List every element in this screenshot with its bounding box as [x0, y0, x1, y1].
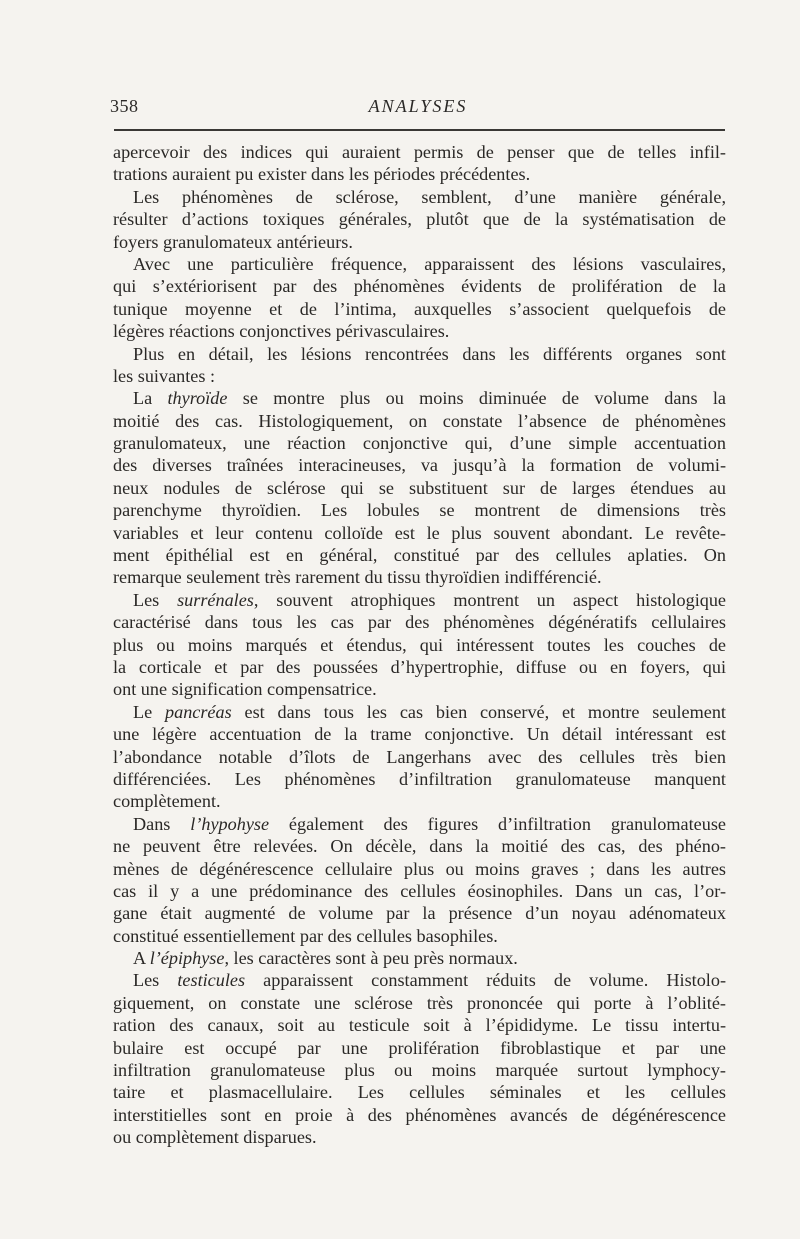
text-segment: gane était augmenté de volume par la présence d’un noyau adénomateux: [113, 903, 726, 924]
text-segment: ne peuvent être relevées. On décèle, dans la moitié des cas, des phéno-: [113, 836, 726, 857]
text-line: [113, 544, 726, 566]
text-line: [113, 432, 726, 454]
text-segment: constitué essentiellement par des cellules basophiles.: [113, 925, 498, 946]
text-line: [113, 522, 726, 544]
text-segment: Plus en détail, les lésions rencontrées dans les différents organes sont: [133, 343, 726, 364]
text-line: [113, 589, 726, 611]
text-segment: est dans tous les cas bien conservé, et montre seulement: [231, 701, 726, 722]
text-line: [113, 1104, 726, 1126]
header-rule: [114, 129, 725, 131]
text-line: [113, 992, 726, 1014]
text-line: [113, 1037, 726, 1059]
text-line: [113, 499, 726, 521]
text-segment: Les: [133, 970, 178, 991]
text-segment: ration des canaux, soit au testicule soit à l’épididyme. Le tissu intertu-: [113, 1015, 726, 1036]
text-line: [113, 163, 726, 185]
text-line: [113, 477, 726, 499]
text-segment: qui s’extériorisent par des phénomènes évidents de prolifération de la: [113, 276, 726, 297]
text-line: [113, 746, 726, 768]
text-segment: plus ou moins marqués et étendus, qui intéressent toutes les couches de: [113, 634, 726, 655]
text-line: [113, 454, 726, 476]
italic-term: thyroïde: [167, 388, 228, 409]
text-line: [113, 656, 726, 678]
page-number: 358: [110, 96, 139, 116]
text-line: [113, 858, 726, 880]
text-line: [113, 208, 726, 230]
text-segment: Dans: [133, 813, 191, 834]
text-line: [113, 1014, 726, 1036]
text-line: [113, 566, 726, 588]
text-segment: résulter d’actions toxiques générales, plutôt que de la systématisation de: [113, 209, 726, 230]
text-line: [113, 790, 726, 812]
text-segment: Le: [133, 701, 165, 722]
text-line: [113, 880, 726, 902]
text-segment: La: [133, 388, 168, 409]
text-line: [113, 678, 726, 700]
text-segment: Les: [133, 589, 178, 610]
text-segment: , souvent atrophiques montrent un aspect histologique: [253, 589, 727, 610]
text-segment: caractérisé dans tous les cas par des phénomènes dégénératifs cellulaires: [113, 612, 726, 633]
text-segment: , les caractères sont à peu près normaux.: [224, 948, 518, 969]
text-segment: giquement, on constate une sclérose très prononcée qui porte à l’oblité-: [113, 992, 726, 1013]
text-line: [113, 1126, 726, 1148]
text-line: [113, 141, 726, 163]
text-segment: ment épithélial est en général, constitué par des cellules aplaties. On: [113, 545, 726, 566]
text-segment: remarque seulement très rarement du tissu thyroïdien indifférencié.: [113, 567, 602, 588]
text-segment: différenciées. Les phénomènes d’infiltration granulomateuse manquent: [113, 768, 726, 789]
text-line: [113, 275, 726, 297]
text-segment: apercevoir des indices qui auraient permis de penser que de telles infil-: [113, 142, 726, 162]
text-line: [113, 634, 726, 656]
body-text: [113, 141, 726, 1149]
text-line: [113, 1081, 726, 1103]
running-title: ANALYSES: [368, 96, 468, 116]
text-line: [113, 902, 726, 924]
text-segment: A: [133, 948, 150, 969]
italic-term: l’épiphyse: [149, 948, 225, 969]
italic-term: l’hypohyse: [190, 813, 270, 834]
text-line: [113, 947, 726, 969]
running-head: [110, 96, 726, 122]
text-line: [113, 320, 726, 342]
text-segment: infiltration granulomateuse plus ou moins marquée surtout lymphocy-: [113, 1060, 726, 1081]
text-segment: la corticale et par des poussées d’hypertrophie, diffuse ou en foyers, qui: [113, 656, 726, 677]
text-line: [113, 298, 726, 320]
text-segment: ou complètement disparues.: [113, 1127, 317, 1148]
text-segment: Avec une particulière fréquence, apparaissent des lésions vasculaires,: [133, 253, 726, 274]
text-segment: mènes de dégénérescence cellulaire plus ou moins graves ; dans les autres: [113, 858, 726, 879]
text-line: [113, 253, 726, 275]
text-line: [113, 410, 726, 432]
text-segment: cas il y a une prédominance des cellules éosinophiles. Dans un cas, l’or-: [113, 880, 726, 901]
text-line: [113, 365, 726, 387]
italic-term: surrénales: [177, 589, 254, 610]
text-line: [113, 1059, 726, 1081]
text-segment: taire et plasmacellulaire. Les cellules séminales et les cellules: [113, 1082, 726, 1103]
text-segment: complètement.: [113, 791, 221, 812]
text-segment: variables et leur contenu colloïde est le plus souvent abondant. Le revête-: [113, 522, 726, 543]
text-line: [113, 611, 726, 633]
text-segment: légères réactions conjonctives périvasculaires.: [113, 321, 450, 342]
text-line: [113, 343, 726, 365]
text-segment: les suivantes :: [113, 365, 216, 386]
text-segment: l’abondance notable d’îlots de Langerhans avec des cellules très bien: [113, 746, 726, 767]
text-line: [113, 925, 726, 947]
text-line: [113, 723, 726, 745]
text-line: [113, 768, 726, 790]
text-line: [113, 969, 726, 991]
text-segment: trations auraient pu exister dans les périodes précédentes.: [113, 164, 531, 185]
text-segment: Les phénomènes de sclérose, semblent, d’une manière générale,: [133, 186, 726, 207]
text-segment: également des figures d’infiltration granulomateuse: [269, 813, 726, 834]
text-segment: foyers granulomateux antérieurs.: [113, 231, 353, 252]
text-line: [113, 231, 726, 253]
text-segment: bulaire est occupé par une prolifération fibroblastique et par une: [113, 1037, 726, 1058]
text-line: [113, 387, 726, 409]
text-segment: se montre plus ou moins diminuée de volume dans la: [227, 388, 726, 409]
text-segment: une légère accentuation de la trame conjonctive. Un détail intéressant est: [113, 724, 726, 745]
text-segment: parenchyme thyroïdien. Les lobules se montrent de dimensions très: [113, 500, 726, 521]
italic-term: testicules: [177, 970, 246, 991]
text-segment: tunique moyenne et de l’intima, auxquelles s’associent quelquefois de: [113, 298, 726, 319]
text-segment: granulomateux, une réaction conjonctive qui, d’une simple accentuation: [113, 433, 726, 454]
text-segment: moitié des cas. Histologiquement, on constate l’absence de phénomènes: [113, 410, 726, 431]
text-line: [113, 835, 726, 857]
text-segment: des diverses traînées interacineuses, va jusqu’à la formation de volumi-: [113, 455, 726, 476]
text-line: [113, 186, 726, 208]
text-line: [113, 813, 726, 835]
text-segment: neux nodules de sclérose qui se substituent sur de larges étendues au: [113, 477, 726, 498]
text-segment: apparaissent constamment réduits de volume. Histolo-: [245, 970, 726, 991]
italic-term: pancréas: [165, 701, 232, 722]
text-segment: ont une signification compensatrice.: [113, 679, 377, 700]
text-segment: interstitielles sont en proie à des phénomènes avancés de dégénérescence: [113, 1104, 726, 1125]
text-line: [113, 701, 726, 723]
